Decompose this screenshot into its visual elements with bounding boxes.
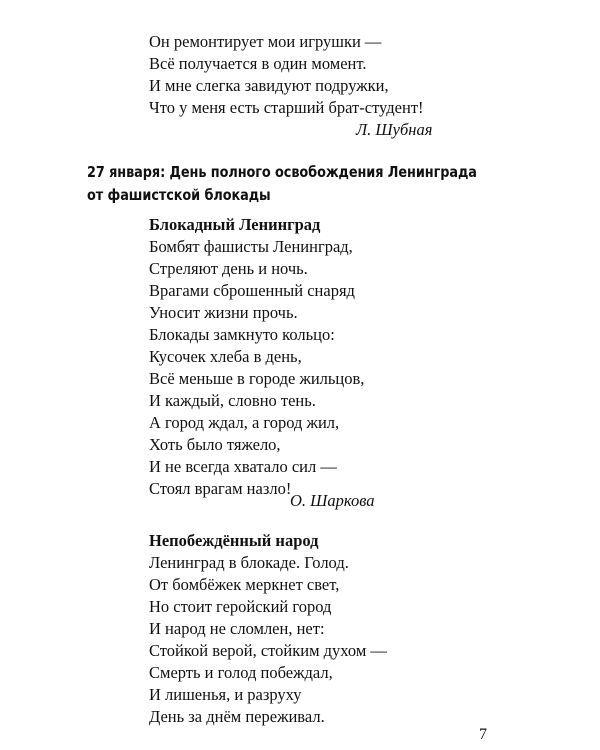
verse-line: И лишенья, и разруху xyxy=(149,685,302,704)
verse-line: Кусочек хлеба в день, xyxy=(149,347,302,366)
verse-line: И мне слегка завидуют подружки, xyxy=(149,76,389,95)
verse-line: Врагами сброшенный снаряд xyxy=(149,281,355,300)
verse-line: От бомбёжек меркнет свет, xyxy=(149,575,340,594)
verse-line: Хоть было тяжело, xyxy=(149,435,281,454)
verse-line: Но стоит геройский город xyxy=(149,597,332,616)
section-heading xyxy=(87,161,477,207)
verse-line: И народ не сломлен, нет: xyxy=(149,619,325,638)
verse-line: Всё меньше в городе жильцов, xyxy=(149,369,365,388)
poem-title: Непобеждённый народ xyxy=(149,531,319,550)
verse-line: А город ждал, а город жил, xyxy=(149,413,340,432)
verse-line: Что у меня есть старший брат-студент! xyxy=(149,98,424,117)
verse-line: И не всегда хватало сил — xyxy=(149,457,337,476)
section-heading-line: от фашистской блокады xyxy=(87,186,271,204)
verse-line: День за днём переживал. xyxy=(149,707,325,726)
poem-nepobezhdenny-narod xyxy=(149,530,479,728)
top-poem-author: Л. Шубная xyxy=(356,120,433,139)
verse-line: Стреляют день и ночь. xyxy=(149,259,308,278)
verse-line: Блокады замкнуто кольцо: xyxy=(149,325,335,344)
verse-line: И каждый, словно тень. xyxy=(149,391,316,410)
section-heading-line: 27 января: День полного освобождения Ленинграда xyxy=(87,163,477,181)
verse-line: Стойкой верой, стойким духом — xyxy=(149,641,387,660)
verse-line: Ленинград в блокаде. Голод. xyxy=(149,553,349,572)
poem1-author: О. Шаркова xyxy=(290,491,375,510)
poem-blokadny-leningrad xyxy=(149,214,479,500)
verse-line: Он ремонтирует мои игрушки — xyxy=(149,32,382,51)
verse-line: Бомбят фашисты Ленинград, xyxy=(149,237,353,256)
page-number: 7 xyxy=(479,726,487,743)
verse-line: Уносит жизни прочь. xyxy=(149,303,298,322)
top-poem-stanza xyxy=(149,31,479,119)
verse-line: Смерть и голод побеждал, xyxy=(149,663,333,682)
verse-line: Стоял врагам назло! xyxy=(149,479,292,498)
verse-line: Всё получается в один момент. xyxy=(149,54,367,73)
poem-title: Блокадный Ленинград xyxy=(149,215,321,234)
